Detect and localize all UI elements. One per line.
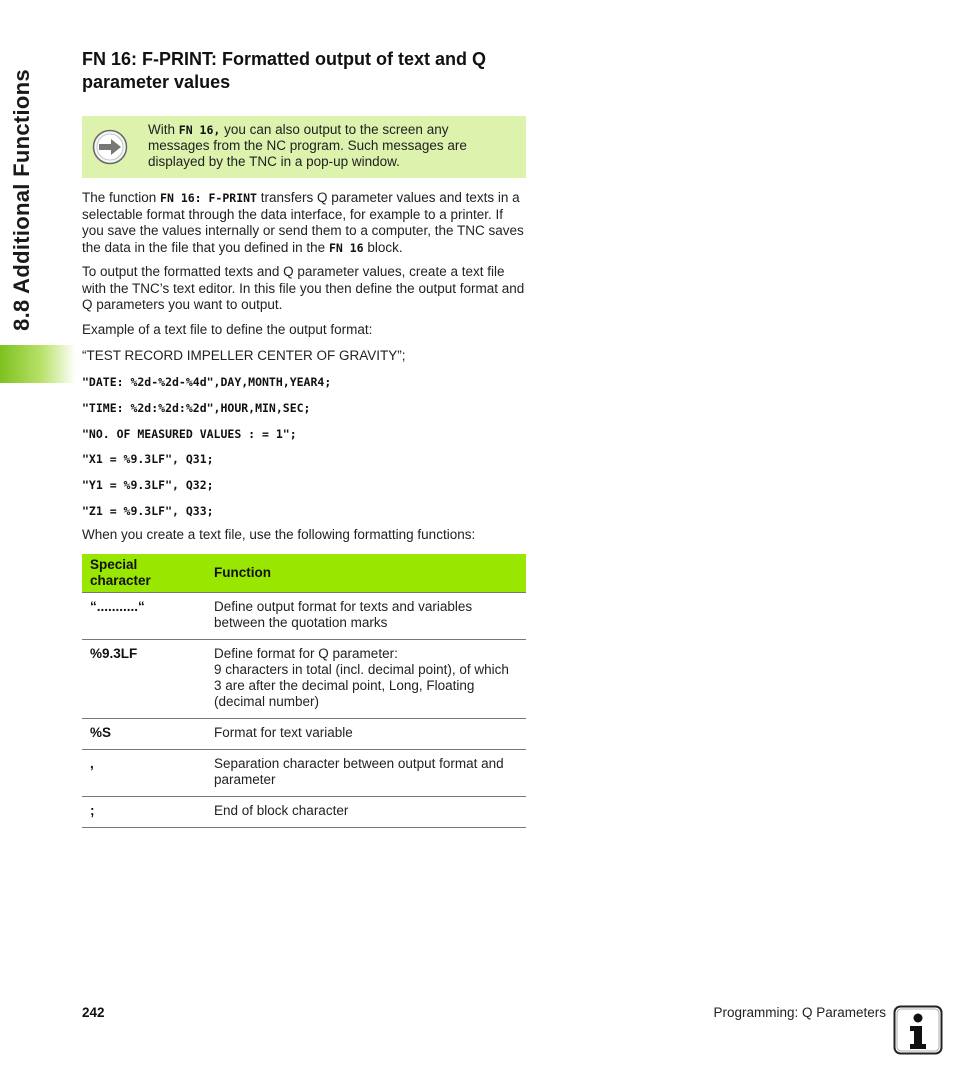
- example-first-line: “TEST RECORD IMPELLER CENTER OF GRAVITY”;: [82, 348, 406, 363]
- chapter-side-title-text: 8.8 Additional Functions: [9, 69, 34, 331]
- table-header-function: Function: [206, 554, 526, 593]
- table-cell-function: Format for text variable: [206, 719, 526, 750]
- table-row: [82, 797, 526, 828]
- table-cell-function: Define format for Q parameter: 9 characters in total (incl. decimal point), of which 3 are after the decimal point, Long, Floating (decimal number): [206, 640, 526, 719]
- chapter-tab-marker: [0, 345, 76, 383]
- table-row: [82, 640, 526, 719]
- note-text-pre: With: [148, 122, 179, 137]
- table-cell-character: %S: [82, 719, 206, 750]
- paragraph-fprint-intro: [82, 190, 526, 256]
- table-row: [82, 593, 526, 640]
- table-cell-function: Separation character between output format and parameter: [206, 750, 526, 797]
- table-cell-character: “...........“: [82, 593, 206, 640]
- table-cell-character: %9.3LF: [82, 640, 206, 719]
- note-text: [148, 122, 508, 170]
- paragraph-formatting-intro: When you create a text file, use the following formatting functions:: [82, 527, 476, 542]
- table-cell-function: Define output format for texts and variables between the quotation marks: [206, 593, 526, 640]
- table-cell-character: ;: [82, 797, 206, 828]
- note-box: [82, 116, 526, 178]
- para1-code2: FN 16: [328, 240, 364, 255]
- note-text-post: you can also output to the screen any messages from the NC program. Such messages are displayed by the TNC in a pop-up window.: [148, 122, 467, 169]
- arrow-right-icon: [92, 129, 128, 165]
- table-cell-character: ,: [82, 750, 206, 797]
- para1-code1: FN 16: F-PRINT: [160, 191, 257, 205]
- code-line: "Y1 = %9.3LF", Q32;: [82, 478, 214, 492]
- code-line: "Z1 = %9.3LF", Q33;: [82, 504, 214, 518]
- para1-b: transfers Q parameter values and texts in a selectable format through the data interface, for example to a printer. If you save the values internally or send them to a computer, the TNC saves the data in the file that you defined in the: [82, 190, 524, 255]
- code-line: "NO. OF MEASURED VALUES : = 1";: [82, 427, 297, 441]
- code-line: "DATE: %2d-%2d-%4d",DAY,MONTH,YEAR4;: [82, 375, 332, 389]
- table-cell-function: End of block character: [206, 797, 526, 828]
- table-header-row: [82, 554, 526, 593]
- footer-chapter-title: Programming: Q Parameters: [713, 1005, 886, 1020]
- para1-a: The function: [82, 190, 161, 205]
- para1-c: block.: [363, 239, 403, 255]
- table-header-special-character: Special character: [82, 554, 206, 593]
- paragraph-text-file: To output the formatted texts and Q parameter values, create a text file with the TNC’s text editor. In this file you then define the output format and Q parameters you want to output.: [82, 264, 525, 312]
- table-row: [82, 719, 526, 750]
- paragraph-example-intro: Example of a text file to define the output format:: [82, 322, 373, 337]
- info-icon: [893, 1005, 943, 1055]
- code-line: "TIME: %2d:%2d:%2d",HOUR,MIN,SEC;: [82, 401, 311, 415]
- code-line: "X1 = %9.3LF", Q31;: [82, 452, 214, 466]
- formatting-functions-table: [82, 554, 526, 828]
- note-code: FN 16,: [178, 123, 221, 137]
- page-number: 242: [82, 1005, 105, 1020]
- section-heading: FN 16: F-PRINT: Formatted output of text and Q parameter values: [82, 49, 486, 92]
- table-row: [82, 750, 526, 797]
